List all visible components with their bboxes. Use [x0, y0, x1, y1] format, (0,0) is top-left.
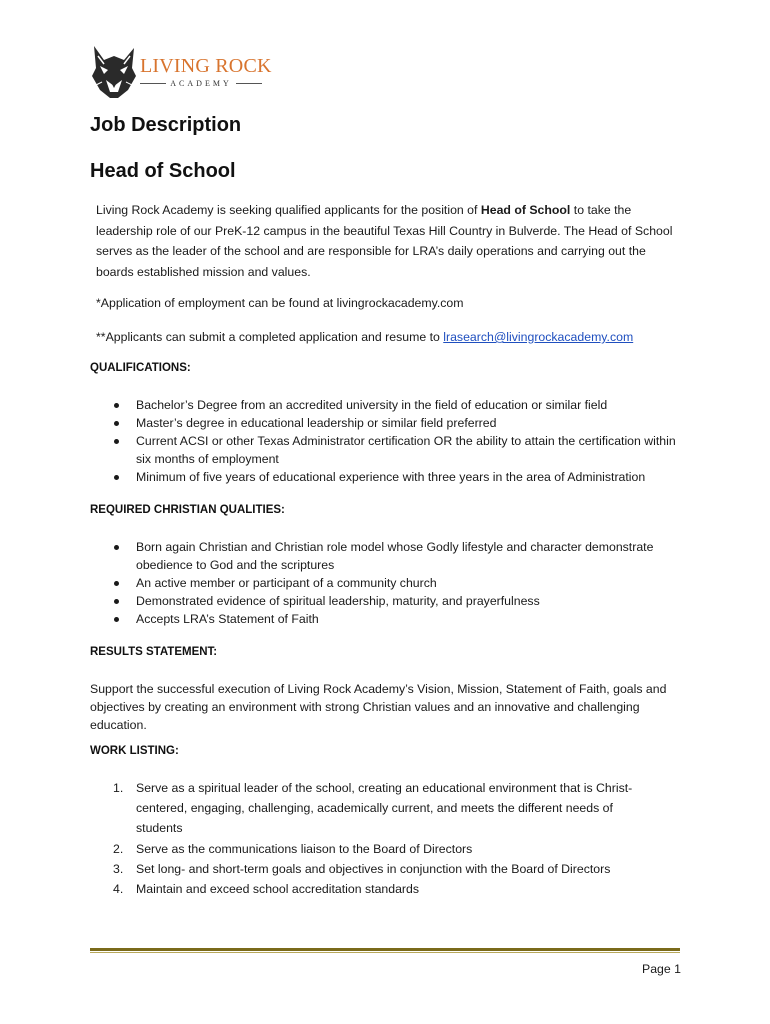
list-item: Born again Christian and Christian role model whose Godly lifestyle and character demonstrate obedience to God and the scriptures	[113, 538, 683, 574]
work-listing-heading: WORK LISTING:	[90, 745, 179, 757]
bullet-icon	[114, 545, 119, 550]
logo-rule-left	[140, 83, 166, 84]
intro-bold-position: Head of School	[480, 203, 571, 217]
results-heading: RESULTS STATEMENT:	[90, 646, 218, 658]
christian-qualities-heading: REQUIRED CHRISTIAN QUALITIES:	[90, 504, 285, 516]
item-number: 2.	[113, 841, 124, 856]
list-item: Master’s degree in educational leadership or similar field preferred	[113, 414, 683, 432]
bullet-icon	[114, 403, 119, 408]
list-item: Current ACSI or other Texas Administrator certification OR the ability to attain the certification within six months of employment	[113, 432, 683, 468]
list-item: 3. Set long- and short-term goals and objectives in conjunction with the Board of Directors	[113, 859, 653, 879]
logo-subtitle	[140, 79, 262, 88]
work-listing-list	[113, 778, 653, 899]
bullet-icon	[114, 421, 119, 426]
wildcat-head-icon	[88, 42, 140, 104]
bullet-icon	[114, 475, 119, 480]
logo-rule-right	[236, 83, 262, 84]
bullet-icon	[114, 439, 119, 444]
bullet-icon	[114, 617, 119, 622]
email-link[interactable]: lrasearch@livingrockacademy.com	[443, 330, 634, 344]
list-item: Minimum of five years of educational experience with three years in the area of Administration	[113, 468, 683, 486]
page-title: Job Description	[90, 114, 242, 136]
qualifications-list	[113, 396, 683, 486]
logo-title: LIVING ROCK	[140, 55, 272, 77]
logo-subtitle-text: ACADEMY	[170, 79, 232, 88]
intro-paragraph	[90, 200, 686, 282]
footer-rule-thin	[90, 952, 680, 953]
bullet-icon	[114, 581, 119, 586]
intro-text-2: to take the leadership role of our PreK-12 campus in the beautiful Texas Hill Country in Bulverde. The Head of School serves as the leader of the school and are responsible for LRA’s daily operations and carrying out the boards established mission and values.	[96, 203, 673, 279]
list-item: Demonstrated evidence of spiritual leadership, maturity, and prayerfulness	[113, 592, 683, 610]
list-item: Bachelor’s Degree from an accredited university in the field of education or similar field	[113, 396, 683, 414]
item-number: 3.	[113, 861, 124, 876]
bullet-icon	[114, 599, 119, 604]
list-item: Accepts LRA’s Statement of Faith	[113, 610, 683, 628]
school-logo	[88, 42, 272, 108]
item-number: 4.	[113, 882, 124, 897]
submit-note	[90, 327, 686, 348]
qualifications-heading: QUALIFICATIONS:	[90, 362, 191, 374]
list-item: 2. Serve as the communications liaison to the Board of Directors	[113, 839, 653, 859]
application-note: *Application of employment can be found at livingrockacademy.com	[96, 296, 464, 310]
page-number: Page 1	[642, 962, 681, 976]
christian-qualities-list	[113, 538, 683, 628]
item-number: 1.	[113, 781, 124, 795]
list-item: 1. Serve as a spiritual leader of the school, creating an educational environment that is Christ-centered, engaging, challenging, academically current, and meets the different needs of students	[113, 778, 653, 839]
list-item: An active member or participant of a community church	[113, 574, 683, 592]
intro-text-1: Living Rock Academy is seeking qualified applicants for the position of	[96, 203, 481, 217]
results-paragraph: Support the successful execution of Living Rock Academy’s Vision, Mission, Statement of Faith, goals and objectives by creating an environment with strong Christian values and an innovative and challenging education.	[90, 682, 667, 732]
position-title: Head of School	[90, 160, 236, 182]
list-item: 4. Maintain and exceed school accreditation standards	[113, 879, 653, 899]
submit-note-text: **Applicants can submit a completed application and resume to	[96, 330, 444, 344]
footer-rule	[90, 948, 680, 951]
